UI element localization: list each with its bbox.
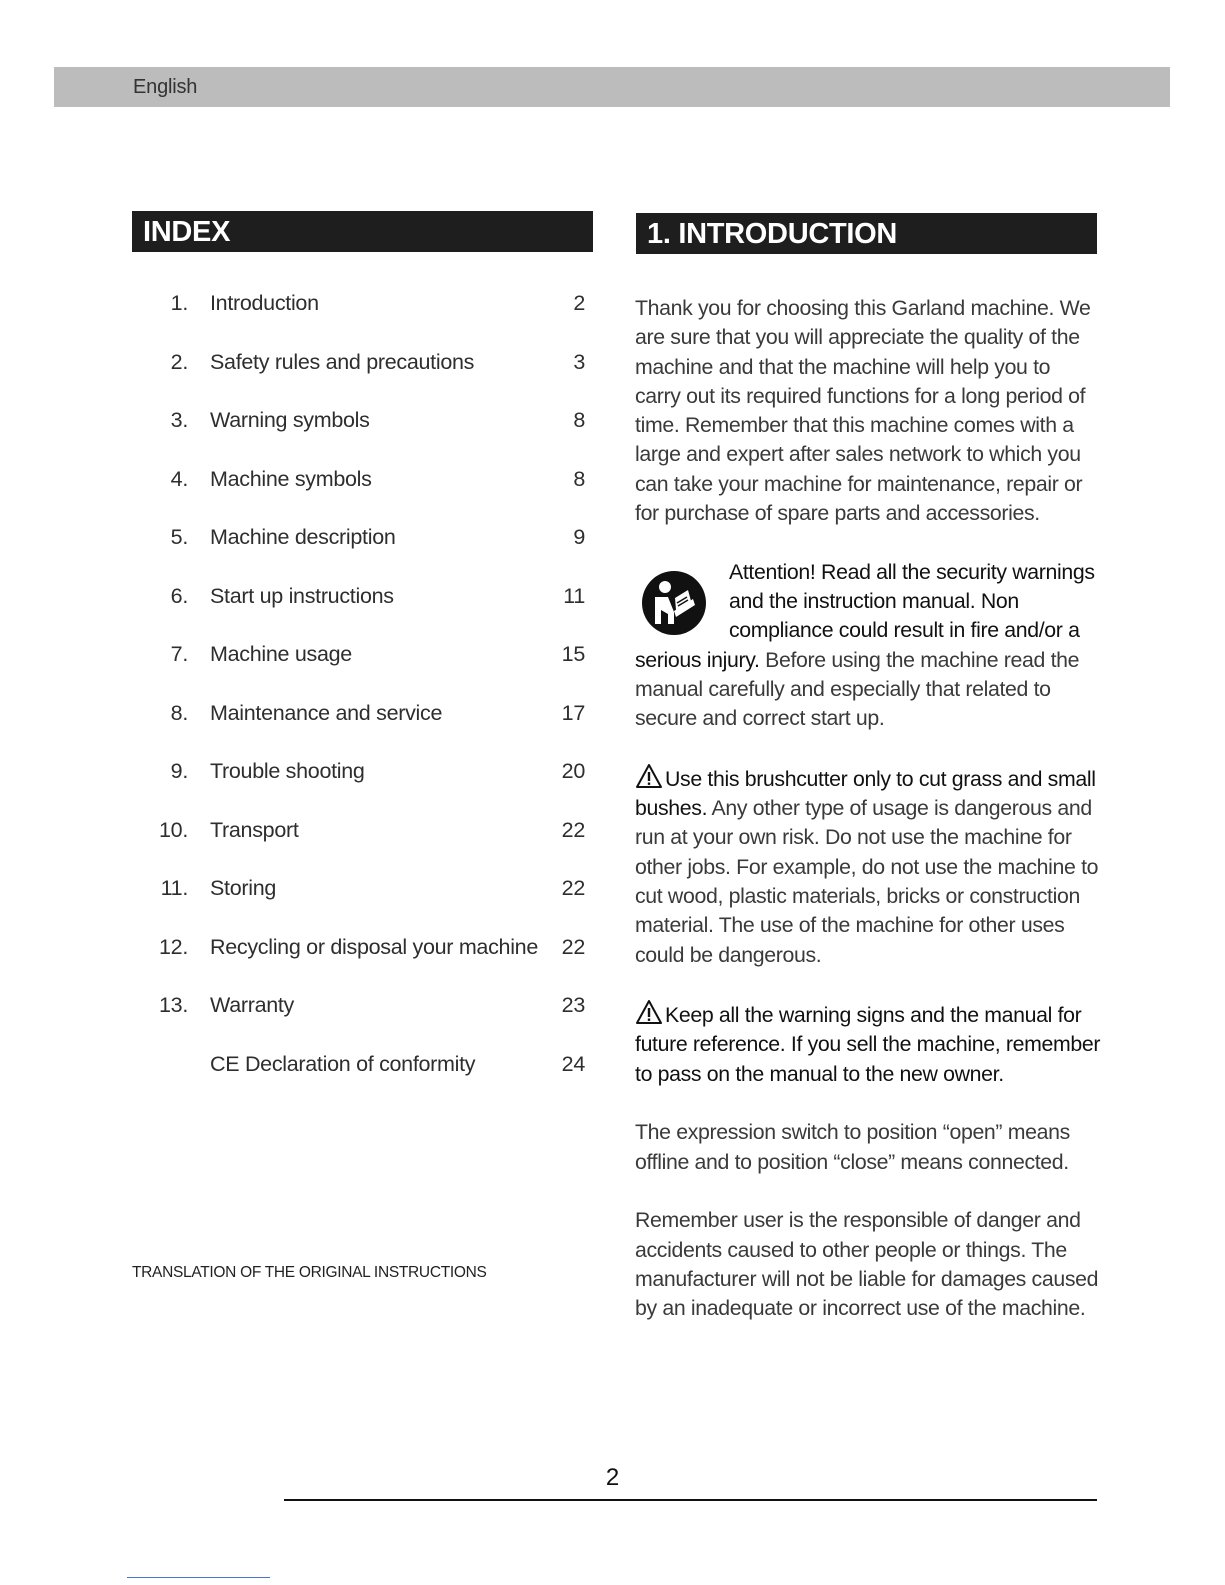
warning-usage-paragraph	[635, 763, 1101, 970]
toc-page-number: 9	[573, 525, 585, 549]
toc-row	[132, 935, 593, 994]
attention-block	[635, 558, 1101, 734]
toc-row	[132, 701, 593, 760]
toc-number: 6.	[170, 583, 188, 608]
toc-row	[132, 876, 593, 935]
responsibility-paragraph: Remember user is the responsible of danger and accidents caused to other people or things. The manufacturer will not be liable for damages caused by an inadequate or incorrect use of the machine.	[635, 1208, 1099, 1321]
toc-title: Maintenance and service	[210, 700, 443, 725]
toc-page-number: 22	[561, 934, 585, 959]
toc-title: CE Declaration of conformity	[210, 1051, 476, 1076]
toc-number: 5.	[170, 525, 188, 549]
toc-number: 7.	[170, 642, 188, 666]
toc-row	[132, 467, 593, 526]
toc-page-number: 8	[573, 408, 585, 432]
toc-title: Recycling or disposal your machine	[210, 934, 538, 959]
toc-row	[132, 584, 593, 643]
footer-rule	[284, 1499, 1097, 1501]
toc-page-number: 2	[573, 291, 585, 315]
toc-row	[132, 350, 593, 409]
toc-title: Storing	[210, 876, 277, 900]
warning-usage-strong: Use this brushcutter only to cut grass and small bushes.	[635, 766, 1096, 821]
page-number: 2	[605, 1464, 620, 1491]
toc-row	[132, 759, 593, 818]
toc-title: Machine usage	[210, 642, 352, 666]
toc-page-number: 20	[561, 759, 585, 783]
toc-title: Introduction	[210, 291, 319, 315]
toc-number: 12.	[159, 934, 188, 959]
toc-number: 3.	[170, 408, 188, 432]
warning-usage-text: Any other type of usage is dangerous and run at your own risk. Do not use the machine for other jobs. For example, do not use the machine to cut wood, plastic materials, bricks or construction material. The use of the machine for other uses could be dangerous.	[635, 796, 1099, 967]
toc-row	[132, 993, 593, 1052]
toc-row	[132, 291, 593, 350]
introduction-body	[635, 294, 1101, 1353]
toc-number: 1.	[170, 291, 188, 315]
intro-paragraph: Thank you for choosing this Garland machine. We are sure that you will appreciate the quality of the machine and that the machine will help you to carry out its required functions for a long period of time. Remember that this machine comes with a large and expert after sales network to which you can take your machine for maintenance, repair or for purchase of spare parts and accessories.	[635, 296, 1091, 526]
toc-page-number: 8	[573, 466, 585, 491]
toc-title: Warning symbols	[210, 408, 370, 432]
toc-number: 4.	[170, 466, 188, 491]
toc-title: Transport	[210, 817, 299, 842]
bottom-link-underline	[127, 1577, 270, 1578]
toc-page-number: 22	[561, 876, 585, 900]
toc-number: 13.	[159, 993, 188, 1017]
toc-page-number: 24	[561, 1051, 585, 1076]
toc-row	[132, 818, 593, 877]
introduction-heading: 1. INTRODUCTION	[636, 213, 1097, 254]
toc-row	[132, 408, 593, 467]
toc-page-number: 17	[561, 700, 585, 725]
toc-number: 2.	[170, 349, 188, 374]
toc-page-number: 11	[563, 583, 585, 608]
toc-number: 8.	[170, 700, 188, 725]
warning-keep-paragraph	[635, 999, 1101, 1089]
attention-text: Before using the machine read the manual carefully and especially that related to secure and correct start up.	[635, 647, 1080, 731]
toc-row	[132, 525, 593, 584]
toc-page-number: 15	[561, 642, 585, 666]
toc-title: Machine symbols	[210, 466, 372, 491]
toc-title: Safety rules and precautions	[210, 349, 475, 374]
index-heading: INDEX	[132, 211, 593, 252]
table-of-contents	[132, 291, 593, 1110]
warning-keep-strong: Keep all the warning signs and the manual for future reference. If you sell the machine, remember to pass on the manual to the new owner.	[635, 1003, 1101, 1086]
toc-number: 10.	[159, 817, 188, 842]
toc-page-number: 22	[561, 817, 585, 842]
toc-title: Machine description	[210, 525, 396, 549]
attention-strong-text: Attention! Read all the security warnings and the instruction manual. Non compliance could result in fire and/or a serious injury.	[635, 559, 1095, 672]
translation-note: TRANSLATION OF THE ORIGINAL INSTRUCTIONS	[132, 1264, 487, 1281]
toc-title: Start up instructions	[210, 583, 394, 608]
warning-triangle-icon	[635, 763, 663, 789]
switch-paragraph: The expression switch to position “open” means offline and to position “close” means connected.	[635, 1120, 1070, 1174]
toc-number: 11.	[160, 876, 188, 900]
toc-title: Trouble shooting	[210, 759, 365, 783]
read-manual-icon	[641, 570, 707, 636]
toc-title: Warranty	[210, 993, 295, 1017]
language-bar	[54, 67, 1170, 107]
toc-row	[132, 1052, 593, 1111]
warning-triangle-icon	[635, 999, 663, 1025]
toc-row	[132, 642, 593, 701]
toc-number: 9.	[170, 759, 188, 783]
toc-page-number: 3	[573, 349, 585, 374]
language-label: English	[133, 76, 198, 98]
toc-page-number: 23	[561, 993, 585, 1017]
